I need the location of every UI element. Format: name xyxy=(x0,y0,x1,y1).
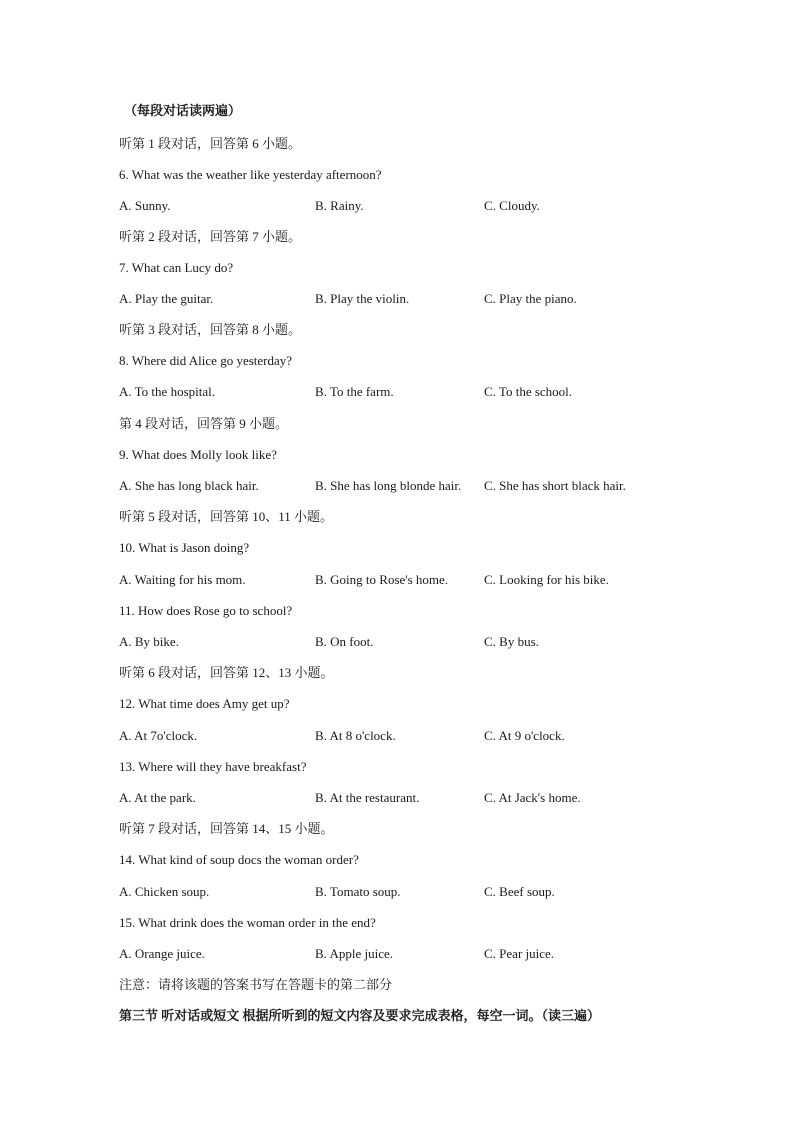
section-intro: 第 4 段对话，回答第 9 小题。 xyxy=(119,416,289,431)
option-c: C. At 9 o'clock. xyxy=(484,728,565,743)
option-b: B. At the restaurant. xyxy=(315,790,420,805)
option-c: C. Looking for his bike. xyxy=(484,572,609,587)
option-a: A. By bike. xyxy=(119,634,179,649)
option-a: A. Sunny. xyxy=(119,198,171,213)
section3-heading: 第三节 听对话或短文 根据所听到的短文内容及要求完成表格，每空一词。（读三遍） xyxy=(119,1008,601,1023)
section-intro: 听第 7 段对话，回答第 14、15 小题。 xyxy=(119,821,334,836)
option-b: B. Apple juice. xyxy=(315,946,393,961)
header-note: （每段对话读两遍） xyxy=(124,103,242,118)
option-c: C. Beef soup. xyxy=(484,884,555,899)
option-c: C. Cloudy. xyxy=(484,198,540,213)
option-b: B. She has long blonde hair. xyxy=(315,478,462,493)
option-b: B. On foot. xyxy=(315,634,374,649)
option-a: A. To the hospital. xyxy=(119,384,215,399)
question-text: 13. Where will they have breakfast? xyxy=(119,759,307,774)
section-intro: 听第 2 段对话，回答第 7 小题。 xyxy=(119,229,302,244)
option-b: B. At 8 o'clock. xyxy=(315,728,396,743)
option-c: C. She has short black hair. xyxy=(484,478,626,493)
option-b: B. Tomato soup. xyxy=(315,884,401,899)
option-c: C. At Jack's home. xyxy=(484,790,581,805)
option-b: B. Rainy. xyxy=(315,198,364,213)
notice-text: 注意：请将该题的答案书写在答题卡的第二部分 xyxy=(119,977,393,992)
option-a: A. Waiting for his mom. xyxy=(119,572,246,587)
section-intro: 听第 5 段对话，回答第 10、11 小题。 xyxy=(119,509,334,524)
option-b: B. Going to Rose's home. xyxy=(315,572,449,587)
question-text: 10. What is Jason doing? xyxy=(119,540,250,555)
option-a: A. Play the guitar. xyxy=(119,291,214,306)
option-c: C. Pear juice. xyxy=(484,946,555,961)
question-text: 12. What time does Amy get up? xyxy=(119,696,290,711)
option-a: A. At the park. xyxy=(119,790,196,805)
question-text: 6. What was the weather like yesterday afternoon? xyxy=(119,167,382,182)
option-a: A. Orange juice. xyxy=(119,946,205,961)
option-a: A. At 7o'clock. xyxy=(119,728,198,743)
question-text: 14. What kind of soup docs the woman order? xyxy=(119,852,359,867)
option-a: A. Chicken soup. xyxy=(119,884,210,899)
option-a: A. She has long black hair. xyxy=(119,478,259,493)
question-text: 7. What can Lucy do? xyxy=(119,260,234,275)
option-c: C. Play the piano. xyxy=(484,291,577,306)
option-c: C. To the school. xyxy=(484,384,573,399)
section-intro: 听第 6 段对话，回答第 12、13 小题。 xyxy=(119,665,334,680)
section-intro: 听第 3 段对话，回答第 8 小题。 xyxy=(119,322,302,337)
question-text: 9. What does Molly look like? xyxy=(119,447,277,462)
option-b: B. Play the violin. xyxy=(315,291,410,306)
question-text: 15. What drink does the woman order in the end? xyxy=(119,915,376,930)
question-text: 11. How does Rose go to school? xyxy=(119,603,293,618)
option-c: C. By bus. xyxy=(484,634,539,649)
option-b: B. To the farm. xyxy=(315,384,394,399)
question-text: 8. Where did Alice go yesterday? xyxy=(119,353,293,368)
section-intro: 听第 1 段对话，回答第 6 小题。 xyxy=(119,136,302,151)
